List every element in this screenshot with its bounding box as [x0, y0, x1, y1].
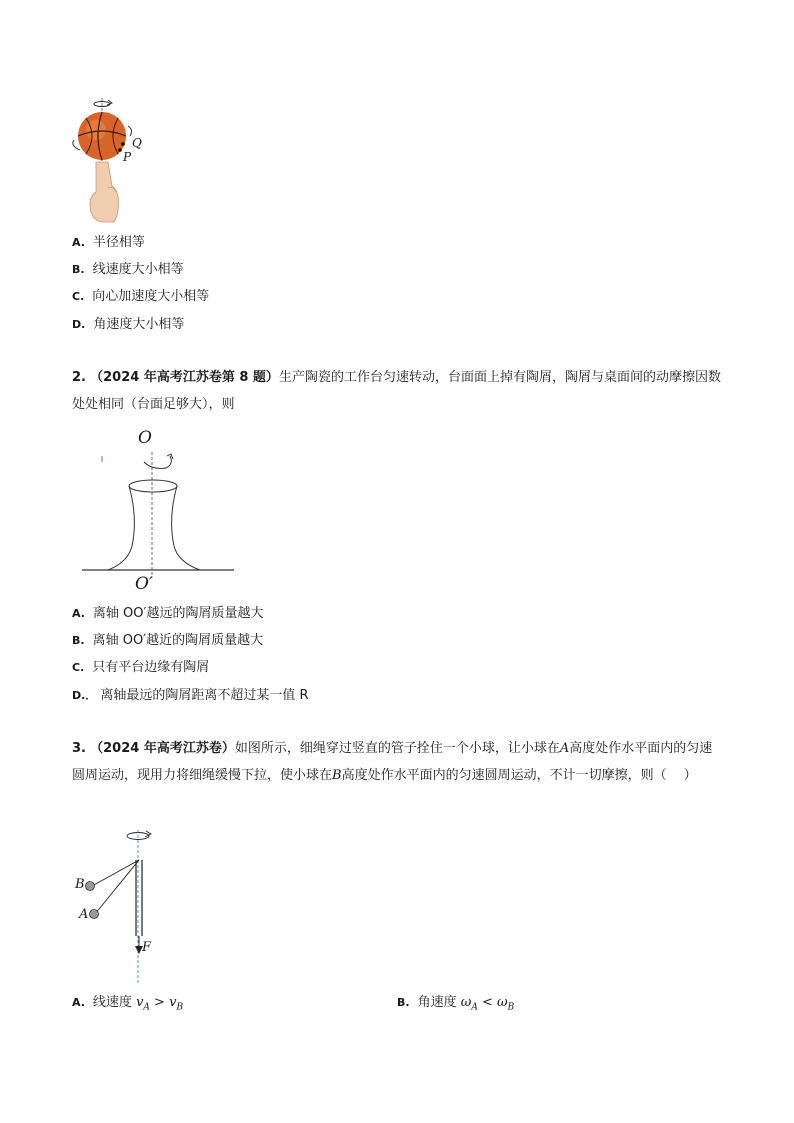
- label-p: P: [123, 150, 132, 164]
- q2-option-b[interactable]: B. 离轴 OO′越近的陶屑质量越大: [72, 633, 264, 648]
- q1-option-b[interactable]: B. 线速度大小相等: [72, 262, 184, 277]
- q2-option-a[interactable]: A. 离轴 OO′越远的陶屑质量越大: [72, 606, 264, 621]
- q1-option-d[interactable]: D. 角速度大小相等: [72, 317, 185, 332]
- q2-option-c[interactable]: C. 只有平台边缘有陶屑: [72, 660, 210, 675]
- var-a: A: [559, 741, 570, 756]
- q2-stem-text: 生产陶瓷的工作台匀速转动，台面面上掉有陶屑，陶屑与桌面间的动摩擦因数处处相同（台面足够大），则: [72, 370, 721, 412]
- label-q: Q: [132, 136, 142, 150]
- q1-option-a[interactable]: A. 半径相等: [72, 235, 145, 250]
- q2-stem: [72, 364, 722, 418]
- label-b: B: [75, 877, 85, 892]
- q3-source: （2024 年高考江苏卷）: [90, 741, 235, 756]
- q3-option-a[interactable]: A. 线速度 $v_A > v_B$: [72, 995, 184, 1013]
- label-o: O: [138, 428, 152, 448]
- tube-string-figure: [74, 826, 164, 986]
- q3-number: 3.: [72, 741, 86, 756]
- var-b: B: [332, 768, 342, 783]
- q2-option-d[interactable]: D.． 离轴最远的陶屑距离不超过某一值 R: [72, 688, 309, 703]
- q1-option-c[interactable]: C. 向心加速度大小相等: [72, 289, 210, 304]
- q3-stem: 3. （2024 年高考江苏卷）如图所示，细绳穿过竖直的管子拴住一个小球，让小球在A高度处作水平面内的匀速圆周运动，现用力将细绳缓慢下拉，使小球在B高度处作水平面内的匀速圆周运动，不计一切摩擦，则（ ）: [72, 741, 713, 783]
- q2-number: 2.: [72, 370, 86, 385]
- label-o-prime: O′: [135, 574, 153, 594]
- label-f: F: [142, 940, 152, 955]
- q3-option-b[interactable]: B. 角速度 $\omega_A < \omega_B$: [397, 995, 515, 1013]
- q2-source: （2024 年高考江苏卷第 8 题）: [90, 370, 279, 385]
- basketball-figure: [68, 96, 148, 224]
- pottery-wheel-figure: [82, 428, 242, 594]
- label-a: A: [79, 907, 89, 922]
